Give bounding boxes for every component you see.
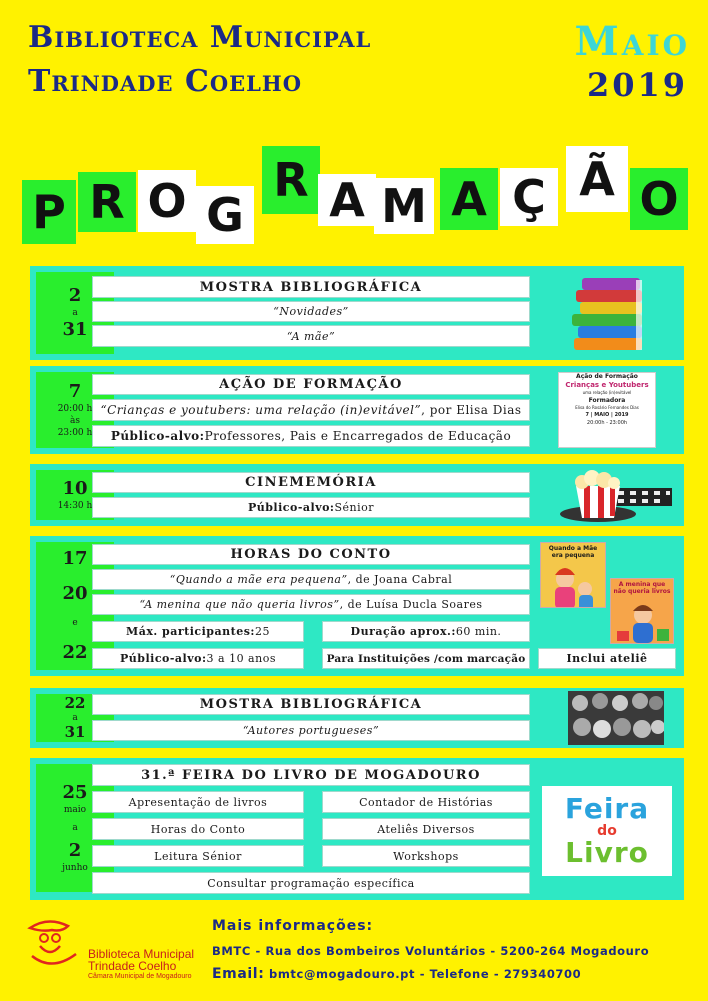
logo-line2: Trindade Coelho bbox=[88, 959, 177, 973]
date-and: e bbox=[72, 618, 78, 629]
title-letter: O bbox=[138, 170, 196, 232]
cover-title: Quando a Mãe era pequena bbox=[548, 545, 598, 559]
cover-illustration bbox=[541, 561, 606, 608]
story-book bbox=[92, 594, 530, 615]
event-block-horas-do-conto bbox=[30, 536, 684, 676]
event-time: 14:30 h bbox=[57, 501, 93, 511]
workshop-author: , por Elisa Dias bbox=[421, 403, 522, 417]
library-name-line1: Biblioteca Municipal bbox=[28, 20, 372, 55]
event-block-cinememoria bbox=[30, 464, 684, 526]
title-letter: G bbox=[196, 186, 254, 244]
audience-value: Professores, Pais e Encarregados de Educação bbox=[204, 429, 512, 443]
logo-line1: Biblioteca Municipal bbox=[88, 947, 195, 961]
title-letter: R bbox=[262, 146, 320, 214]
logo-line3: Câmara Municipal de Mogadouro bbox=[88, 973, 192, 980]
reader-figure-icon bbox=[22, 918, 84, 978]
poster-line: uma relação (in)evitável bbox=[582, 390, 632, 395]
duration bbox=[322, 621, 530, 642]
date-end-month: junho bbox=[62, 863, 88, 873]
duration-label: Duração aprox.: bbox=[350, 625, 456, 638]
title-letter: A bbox=[318, 174, 376, 226]
activity-item: Contador de Histórias bbox=[322, 791, 530, 813]
library-name-line2: Trindade Coelho bbox=[28, 64, 303, 99]
audience-value: Sénior bbox=[334, 501, 375, 514]
max-value: 25 bbox=[254, 625, 270, 638]
date-day: 17 bbox=[62, 548, 88, 570]
date-day: 10 bbox=[62, 478, 88, 499]
logo-word: Livro bbox=[565, 836, 649, 869]
date-day: 20 bbox=[62, 582, 88, 604]
date-end: 31 bbox=[62, 319, 88, 340]
story-book bbox=[92, 569, 530, 590]
event-block-acao-formacao bbox=[30, 366, 684, 454]
email-label: Email: bbox=[212, 966, 265, 982]
poster-name: Elisa do Rosário Fernandes Dias bbox=[575, 405, 639, 410]
event-audience bbox=[92, 425, 530, 447]
workshop-quote: “Crianças e youtubers: uma relação (in)evitável” bbox=[100, 403, 422, 417]
activity-item: Horas do Conto bbox=[92, 818, 304, 840]
cover-title: A menina que não queria livros bbox=[613, 581, 671, 595]
event-title: MOSTRA BIBLIOGRÁFICA bbox=[92, 276, 530, 298]
book-author: , de Luísa Ducla Soares bbox=[339, 598, 483, 611]
logo-word: Feira bbox=[564, 792, 650, 825]
date-day: 22 bbox=[62, 641, 88, 663]
max-participants bbox=[92, 621, 304, 642]
event-title: MOSTRA BIBLIOGRÁFICA bbox=[92, 694, 530, 715]
date-start: 2 bbox=[68, 285, 82, 306]
date-range-sep: a bbox=[72, 308, 78, 318]
library-logo bbox=[22, 918, 202, 988]
title-letter: M bbox=[374, 178, 434, 234]
book-cover-menina-livros bbox=[610, 578, 674, 644]
event-title: 31.ª FEIRA DO LIVRO DE MOGADOURO bbox=[92, 764, 530, 786]
book-cover-mae-pequena bbox=[540, 542, 606, 608]
year-label: 2019 bbox=[586, 66, 688, 104]
feira-do-livro-logo bbox=[542, 786, 672, 876]
book-author: , de Joana Cabral bbox=[347, 573, 453, 586]
title-letter: A bbox=[440, 168, 498, 230]
month-label: Maio bbox=[574, 18, 690, 65]
contact-line bbox=[212, 966, 581, 982]
date-range-sep: a bbox=[72, 823, 78, 833]
title-letter: P bbox=[22, 180, 76, 244]
time-end: 23:00 h bbox=[57, 428, 93, 438]
audience-label: Público-alvo: bbox=[110, 429, 205, 443]
audience-label: Público-alvo: bbox=[247, 501, 335, 514]
audience-label: Público-alvo: bbox=[120, 652, 207, 665]
time-sep: às bbox=[70, 416, 80, 426]
event-detail bbox=[92, 399, 530, 421]
event-audience bbox=[92, 648, 304, 669]
date-start: 22 bbox=[64, 694, 86, 712]
poster-date: 7 | MAIO | 2019 bbox=[585, 412, 629, 418]
event-title: CINEMEMÓRIA bbox=[92, 472, 530, 493]
activity-item: Ateliês Diversos bbox=[322, 818, 530, 840]
date-end: 2 bbox=[68, 840, 82, 861]
event-block-mostra-autores bbox=[30, 688, 684, 748]
event-detail: “Autores portugueses” bbox=[92, 720, 530, 741]
address-line: BMTC - Rua dos Bombeiros Voluntários - 5200-264 Mogadouro bbox=[212, 944, 650, 958]
programacao-title bbox=[0, 0, 708, 260]
event-title: HORAS DO CONTO bbox=[92, 544, 530, 565]
authors-portraits-icon bbox=[568, 691, 664, 745]
audience-value: 3 a 10 anos bbox=[206, 652, 276, 665]
workshop-included: Inclui ateliê bbox=[538, 648, 676, 669]
event-detail: “Novidades” bbox=[92, 301, 530, 322]
date-start: 25 bbox=[62, 782, 88, 803]
poster-subtitle: Crianças e Youtubers bbox=[565, 381, 649, 389]
institutions-note: Para Instituições /com marcação bbox=[322, 648, 530, 669]
title-letter: Ã bbox=[566, 146, 628, 212]
time-start: 20:00 h bbox=[57, 404, 93, 414]
poster-time: 20:00h - 23:00h bbox=[586, 420, 628, 426]
book-title: “A menina que não queria livros” bbox=[139, 598, 340, 611]
program-note: Consultar programação específica bbox=[92, 872, 530, 894]
event-block-mostra-novidades bbox=[30, 266, 684, 360]
date-day: 7 bbox=[68, 381, 82, 402]
max-label: Máx. participantes: bbox=[126, 625, 255, 638]
date-range-sep: a bbox=[72, 713, 78, 723]
duration-value: 60 min. bbox=[455, 625, 502, 638]
date-end: 31 bbox=[64, 723, 86, 741]
event-detail: “A mãe” bbox=[92, 325, 530, 347]
title-letter: O bbox=[630, 168, 688, 230]
activity-item: Workshops bbox=[322, 845, 530, 867]
poster-title: Ação de Formação bbox=[576, 373, 638, 380]
poster-role: Formadora bbox=[588, 397, 626, 404]
books-stack-icon bbox=[568, 272, 676, 356]
book-title: “Quando a mãe era pequena” bbox=[169, 573, 348, 586]
logo-word: do bbox=[597, 823, 617, 839]
title-letter: R bbox=[78, 172, 136, 232]
event-audience bbox=[92, 497, 530, 518]
workshop-poster bbox=[558, 372, 656, 448]
date-start-month: maio bbox=[63, 805, 87, 815]
title-letter: Ç bbox=[500, 168, 558, 226]
more-info-heading: Mais informações: bbox=[212, 918, 374, 934]
popcorn-film-icon bbox=[558, 468, 678, 524]
cover-illustration bbox=[611, 597, 674, 644]
contact-value: bmtc@mogadouro.pt - Telefone - 279340700 bbox=[264, 967, 582, 981]
event-title: AÇÃO DE FORMAÇÃO bbox=[92, 374, 530, 395]
activity-item: Leitura Sénior bbox=[92, 845, 304, 867]
event-block-feira-do-livro bbox=[30, 758, 684, 900]
activity-item: Apresentação de livros bbox=[92, 791, 304, 813]
